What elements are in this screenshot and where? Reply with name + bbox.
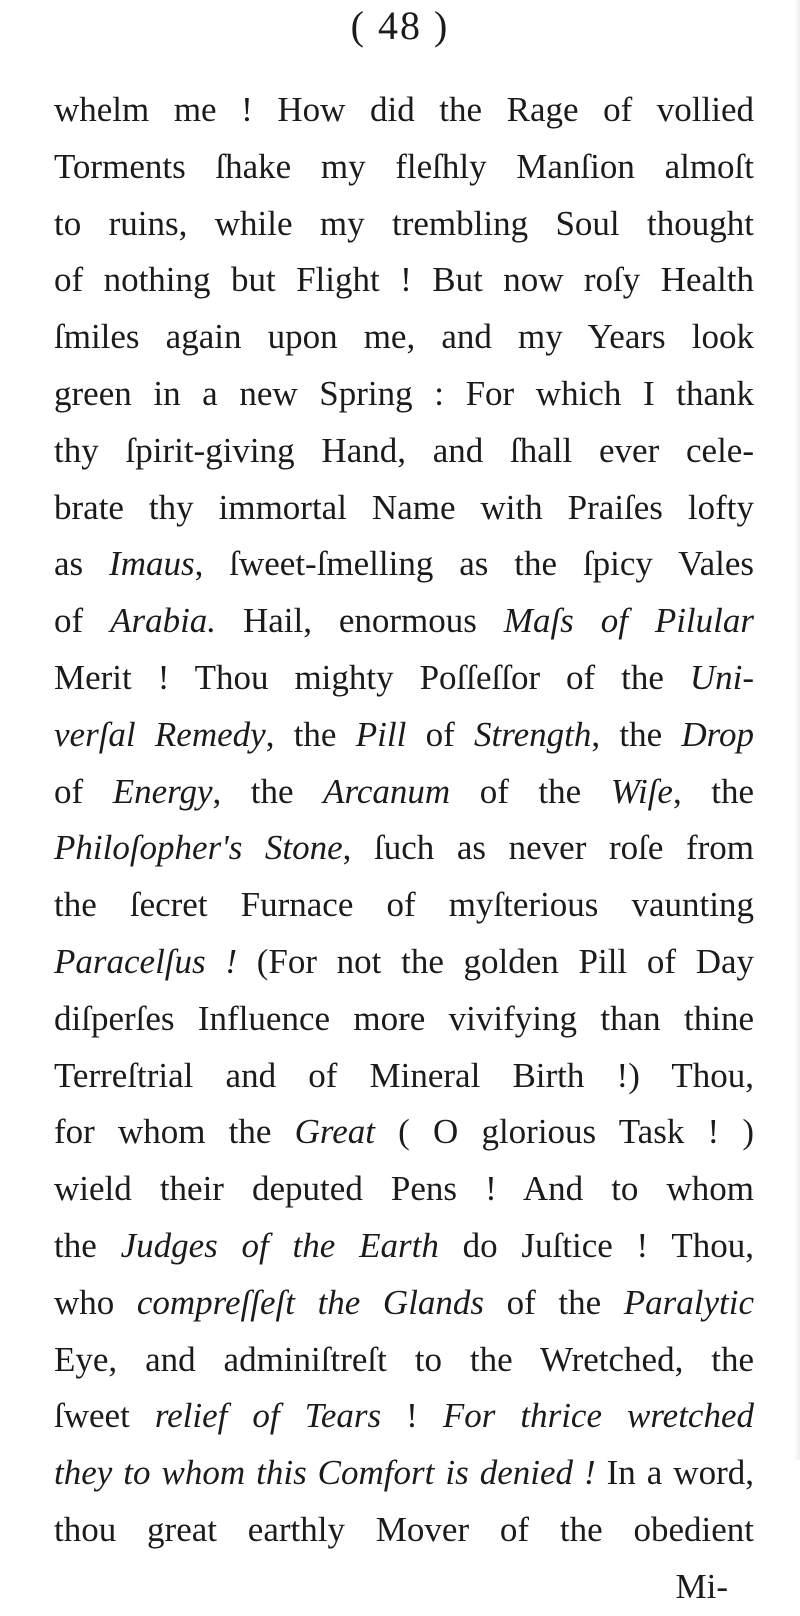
text-segment: as [54, 544, 110, 584]
text-line [54, 1161, 754, 1218]
italic-text: For thrice wretched [442, 1396, 754, 1436]
text-line [54, 820, 754, 877]
text-line [54, 82, 754, 139]
text-line [54, 309, 754, 366]
text-line [54, 1275, 754, 1332]
italic-text: Wiſe [610, 771, 673, 811]
text-segment: Hail, enormous [216, 601, 504, 641]
text-line [54, 139, 754, 196]
text-segment: do Juſtice ! Thou, [438, 1225, 754, 1265]
italic-text: they to whom this Comfort is denied ! [54, 1453, 596, 1493]
text-segment: , ſweet-ſmelling as the ſpicy Vales [194, 544, 754, 584]
text-line [54, 480, 754, 537]
text-segment: , the [591, 714, 682, 754]
text-segment: ! [381, 1396, 443, 1436]
page-number: ( 48 ) [350, 3, 450, 48]
text-line [54, 1388, 754, 1445]
text-segment: brate thy immortal Name with Praiſes lofty [54, 487, 754, 527]
text-segment: of [54, 601, 111, 641]
italic-text: Energy [112, 771, 213, 811]
italic-text: Paracelſus ! [54, 941, 237, 981]
text-line [54, 877, 754, 934]
text-segment: of nothing but Flight ! But now roſy Health [54, 260, 754, 300]
text-line [54, 991, 754, 1048]
italic-text: Paralytic [623, 1282, 754, 1322]
italic-text: Philoſopher's Stone [54, 828, 343, 868]
italic-text: relief of Tears [154, 1396, 382, 1436]
text-line [54, 536, 754, 593]
text-line [54, 650, 754, 707]
text-segment: Torments ſhake my fleſhly Manſion almoſt [54, 146, 754, 186]
text-line [54, 707, 754, 764]
text-segment: ſweet [54, 1396, 155, 1436]
italic-text: Imaus [109, 544, 195, 584]
text-line [54, 196, 754, 253]
text-segment: to ruins, while my trembling Soul thought [54, 203, 754, 243]
text-line [54, 1502, 754, 1559]
italic-text: Arabia. [110, 601, 217, 641]
text-line [54, 366, 754, 423]
italic-text: Maſs of Pilular [503, 601, 754, 641]
italic-text: Great [294, 1112, 375, 1152]
catchword: Mi- [675, 1566, 728, 1606]
text-segment: of [406, 714, 475, 754]
text-segment: ſmiles again upon me, and my Years look [54, 317, 754, 357]
text-segment: , the [265, 714, 356, 754]
text-segment: Terreſtrial and of Mineral Birth !) Thou, [54, 1055, 754, 1095]
italic-text: Arcanum [323, 771, 451, 811]
text-segment: Merit ! Thou mighty Poſſeſſor of the [54, 657, 690, 697]
italic-text: Judges of the Earth [120, 1225, 439, 1265]
body-text [54, 82, 754, 1616]
text-segment: green in a new Spring : For which I thank [54, 373, 754, 413]
italic-text: Drop [681, 714, 755, 754]
text-segment: thy ſpirit-giving Hand, and ſhall ever cele- [54, 430, 754, 470]
text-segment: of [54, 771, 113, 811]
text-segment: , ſuch as never roſe from [342, 828, 754, 868]
text-line [54, 1332, 754, 1389]
text-segment: , the [672, 771, 754, 811]
text-segment: who [54, 1282, 137, 1322]
text-line [54, 1445, 754, 1502]
text-line [54, 764, 754, 821]
text-segment: of the [450, 771, 611, 811]
page-edge [794, 0, 800, 1460]
text-segment: diſperſes Influence more vivifying than thine [54, 998, 754, 1038]
text-segment: (For not the golden Pill of Day [237, 941, 755, 981]
italic-text: Pill [355, 714, 407, 754]
text-segment: Eye, and adminiſtreſt to the Wretched, the [54, 1339, 754, 1379]
italic-text: verſal Remedy [54, 714, 266, 754]
text-segment: the [54, 1225, 121, 1265]
text-segment: In a word, [595, 1453, 754, 1493]
italic-text: compreſſeſt the Glands [136, 1282, 485, 1322]
text-segment: of the [484, 1282, 624, 1322]
text-line [54, 252, 754, 309]
text-segment: , the [212, 771, 324, 811]
text-segment: wield their deputed Pens ! And to whom [54, 1169, 754, 1209]
text-segment: the ſecret Furnace of myſterious vaunting [54, 885, 754, 925]
text-line [54, 934, 754, 991]
text-line [54, 1104, 754, 1161]
text-line [54, 423, 754, 480]
text-segment: thou great earthly Mover of the obedient [54, 1509, 754, 1549]
text-line [54, 593, 754, 650]
italic-text: Uni- [689, 657, 754, 697]
text-segment: ( O glorious Task ! ) [374, 1112, 754, 1152]
text-segment: for whom the [54, 1112, 295, 1152]
text-line [54, 1048, 754, 1105]
italic-text: Strength [474, 714, 592, 754]
text-segment: whelm me ! How did the Rage of vollied [54, 90, 754, 129]
text-line [54, 1218, 754, 1275]
